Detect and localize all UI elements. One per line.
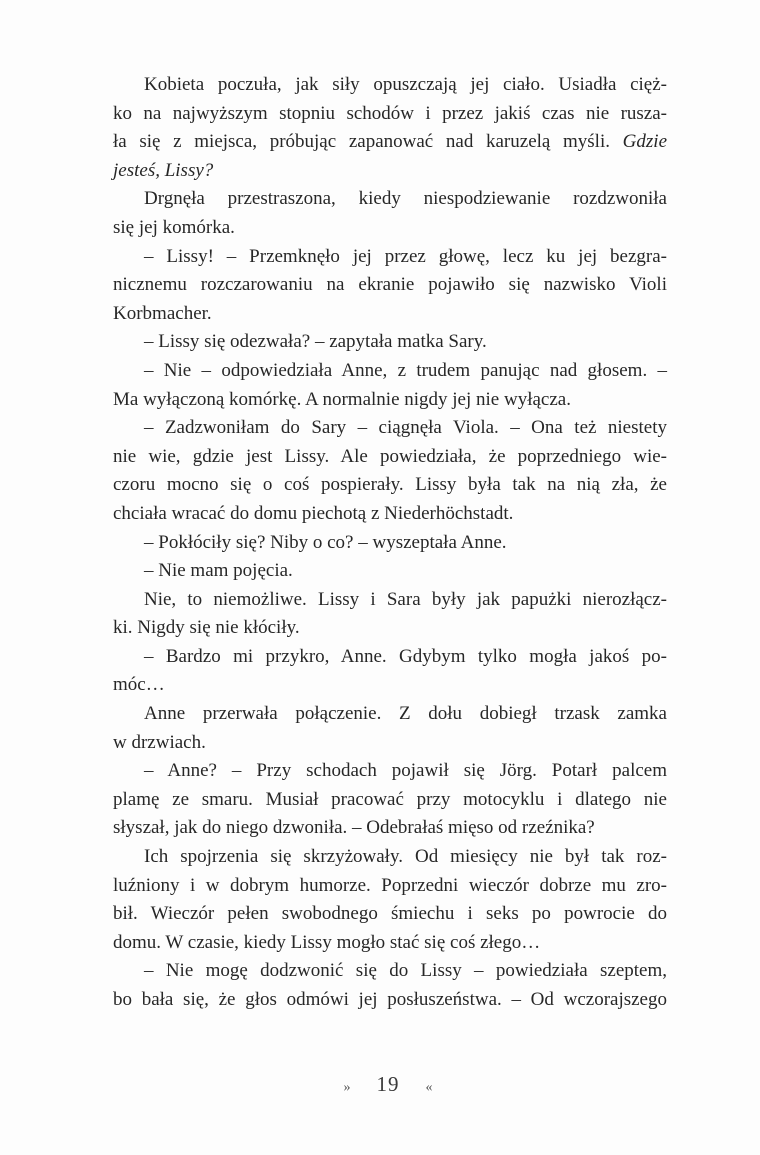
body-text [113,71,667,1015]
text-segment: Drgnęła przestraszona, kiedy niespodziewanie rozdzwoniła [144,188,667,210]
text-line [113,557,667,586]
text-segment: nie wie, gdzie jest Lissy. Ale powiedziała, że poprzedniego wie- [113,445,667,467]
text-line [113,471,667,500]
text-segment: – Lissy się odezwała? – zapytała matka Sary. [144,331,487,353]
text-line [113,500,667,529]
italic-text: jesteś, Lissy? [113,159,214,181]
text-line [113,128,667,157]
text-segment: słyszał, jak do niego dzwoniła. – Odebrałaś mięso od rzeźnika? [113,817,595,839]
text-segment: – Bardzo mi przykro, Anne. Gdybym tylko mogła jakoś po- [144,645,667,667]
text-line [113,814,667,843]
footer-left-guillemet: » [343,1080,351,1095]
text-segment: Korbmacher. [113,302,212,324]
text-segment: – Nie mam pojęcia. [144,560,293,582]
text-line [113,185,667,214]
text-segment: chciała wracać do domu piechotą z Niederhöchstadt. [113,502,514,524]
text-segment: – Nie – odpowiedziała Anne, z trudem panując nad głosem. – [144,359,667,381]
text-line [113,328,667,357]
text-segment: się jej komórka. [113,216,235,238]
text-segment: bił. Wieczór pełen swobodnego śmiechu i seks po powrocie do [113,903,667,925]
text-line [113,729,667,758]
page-footer [8,1072,760,1097]
text-segment: bo bała się, że głos odmówi jej posłuszeństwa. – Od wczorajszego [113,989,667,1010]
text-segment: domu. W czasie, kiedy Lissy mogło stać się coś złego… [113,931,541,953]
text-line [113,643,667,672]
text-segment: móc… [113,674,165,696]
text-line [113,700,667,729]
text-line [113,614,667,643]
text-line [113,986,667,1015]
text-segment: Ma wyłączoną komórkę. A normalnie nigdy jej nie wyłącza. [113,388,571,410]
text-line [113,929,667,958]
text-segment: Anne przerwała połączenie. Z dołu dobiegł trzask zamka [144,703,667,725]
text-line [113,100,667,129]
text-segment: Ich spojrzenia się skrzyżowały. Od miesięcy nie był tak roz- [144,846,667,868]
text-segment: czoru mocno się o coś pospierały. Lissy była tak na nią zła, że [113,474,667,496]
text-line [113,386,667,415]
italic-text: Gdzie [622,131,667,153]
text-line [113,786,667,815]
text-line [113,757,667,786]
text-line [113,71,667,100]
text-line [113,586,667,615]
text-segment: Nie, to niemożliwe. Lissy i Sara były jak papużki nierozłącz- [144,588,667,610]
text-segment: – Nie mogę dodzwonić się do Lissy – powiedziała szeptem, [144,960,667,982]
text-line [113,872,667,901]
text-segment: – Lissy! – Przemknęło jej przez głowę, lecz ku jej bezgra- [144,245,667,267]
text-line [113,900,667,929]
text-segment: nicznemu rozczarowaniu na ekranie pojawiło się nazwisko Violi [113,274,667,296]
text-segment: – Anne? – Przy schodach pojawił się Jörg. Potarł palcem [144,760,667,782]
text-line [113,443,667,472]
text-line [113,671,667,700]
text-segment: – Pokłóciły się? Niby o co? – wyszeptała Anne. [144,531,507,553]
text-segment: luźniony i w dobrym humorze. Poprzedni wieczór dobrze mu zro- [113,874,667,896]
text-segment: ko na najwyższym stopniu schodów i przez jakiś czas nie rusza- [113,102,667,124]
text-line [113,529,667,558]
text-segment: ki. Nigdy się nie kłóciły. [113,617,300,639]
text-line [113,271,667,300]
text-segment: – Zadzwoniłam do Sary – ciągnęła Viola. – Ona też niestety [144,417,667,439]
text-line [113,300,667,329]
text-segment: w drzwiach. [113,731,206,753]
text-line [113,157,667,186]
text-segment: ła się z miejsca, próbując zapanować nad karuzelą myśli. [113,131,623,153]
text-segment: Kobieta poczuła, jak siły opuszczają jej ciało. Usiadła cięż- [144,74,667,95]
footer-right-guillemet: « [425,1080,433,1095]
page-number: 19 [376,1072,400,1096]
text-line [113,957,667,986]
text-line [113,214,667,243]
text-line [113,843,667,872]
text-line [113,357,667,386]
text-line [113,243,667,272]
text-segment: plamę ze smaru. Musiał pracować przy motocyklu i dlatego nie [113,788,667,810]
text-line [113,414,667,443]
